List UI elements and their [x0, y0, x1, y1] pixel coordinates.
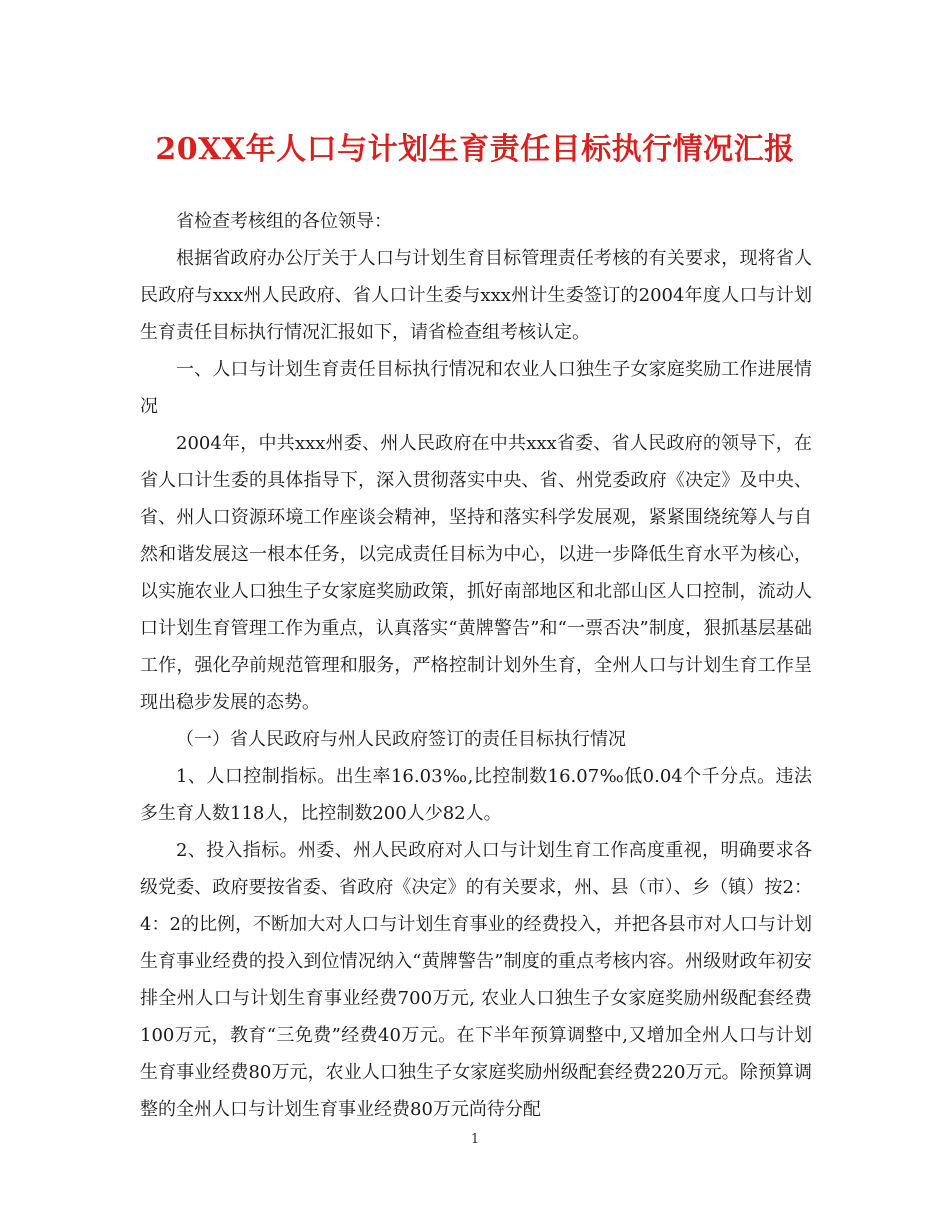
overview-paragraph: 2004年，中共xxx州委、州人民政府在中共xxx省委、省人民政府的领导下，在省人口计生委的具体指导下，深入贯彻落实中央、省、州党委政府《决定》及中央、省、州人口资源环境工作座谈会精神，坚持和落实科学发展观，紧紧围绕统筹人与自然和谐发展这一根本任务，以完成责任目标为中心，以进一步降低生育水平为核心，以实施农业人口独生子女家庭奖励政策，抓好南部地区和北部山区人口控制，流动人口计划生育管理工作为重点，认真落实“黄牌警告”和“一票否决”制度，狠抓基层基础工作，强化孕前规范管理和服务，严格控制计划外生育，全州人口与计划生育工作呈现出稳步发展的态势。: [140, 433, 812, 713]
intro-paragraph: 根据省政府办公厅关于人口与计划生育目标管理责任考核的有关要求，现将省人民政府与xxx州人民政府、省人口计生委与xxx州计生委签订的2004年度人口与计划生育责任目标执行情况汇报如下，请省检查组考核认定。: [140, 248, 812, 343]
page-number: 1: [470, 1132, 480, 1147]
investment-paragraph: 2、投入指标。州委、州人民政府对人口与计划生育工作高度重视，明确要求各级党委、政府要按省委、省政府《决定》的有关要求，州、县（市）、乡（镇）按2：4：2的比例，不断加大对人口与计划生育事业的经费投入，并把各县市对人口与计划生育事业经费的投入到位情况纳入“黄牌警告”制度的重点考核内容。州级财政年初安排全州人口与计划生育事业经费700万元, 农业人口独生子女家庭奖励州级配套经费100万元，教育“三免费”经费40万元。在下半年预算调整中,又增加全州人口与计划生育事业经费80万元，农业人口独生子女家庭奖励州级配套经费220万元。除预算调整的全州人口与计划生育事业经费80万元尚待分配: [140, 840, 812, 1120]
document-body: [140, 203, 812, 1128]
section-heading-1: 一、人口与计划生育责任目标执行情况和农业人口独生子女家庭奖励工作进展情况: [140, 359, 812, 417]
population-control-paragraph: 1、人口控制指标。出生率16.03‰,比控制数16.07‰低0.04个千分点。违法多生育人数118人，比控制数200人少82人。: [140, 766, 812, 824]
salutation-paragraph: 省检查考核组的各位领导：: [176, 211, 392, 232]
subsection-heading-1: （一）省人民政府与州人民政府签订的责任目标执行情况: [176, 729, 626, 750]
document-title: 20XX年人口与计划生育责任目标执行情况汇报: [155, 132, 795, 167]
